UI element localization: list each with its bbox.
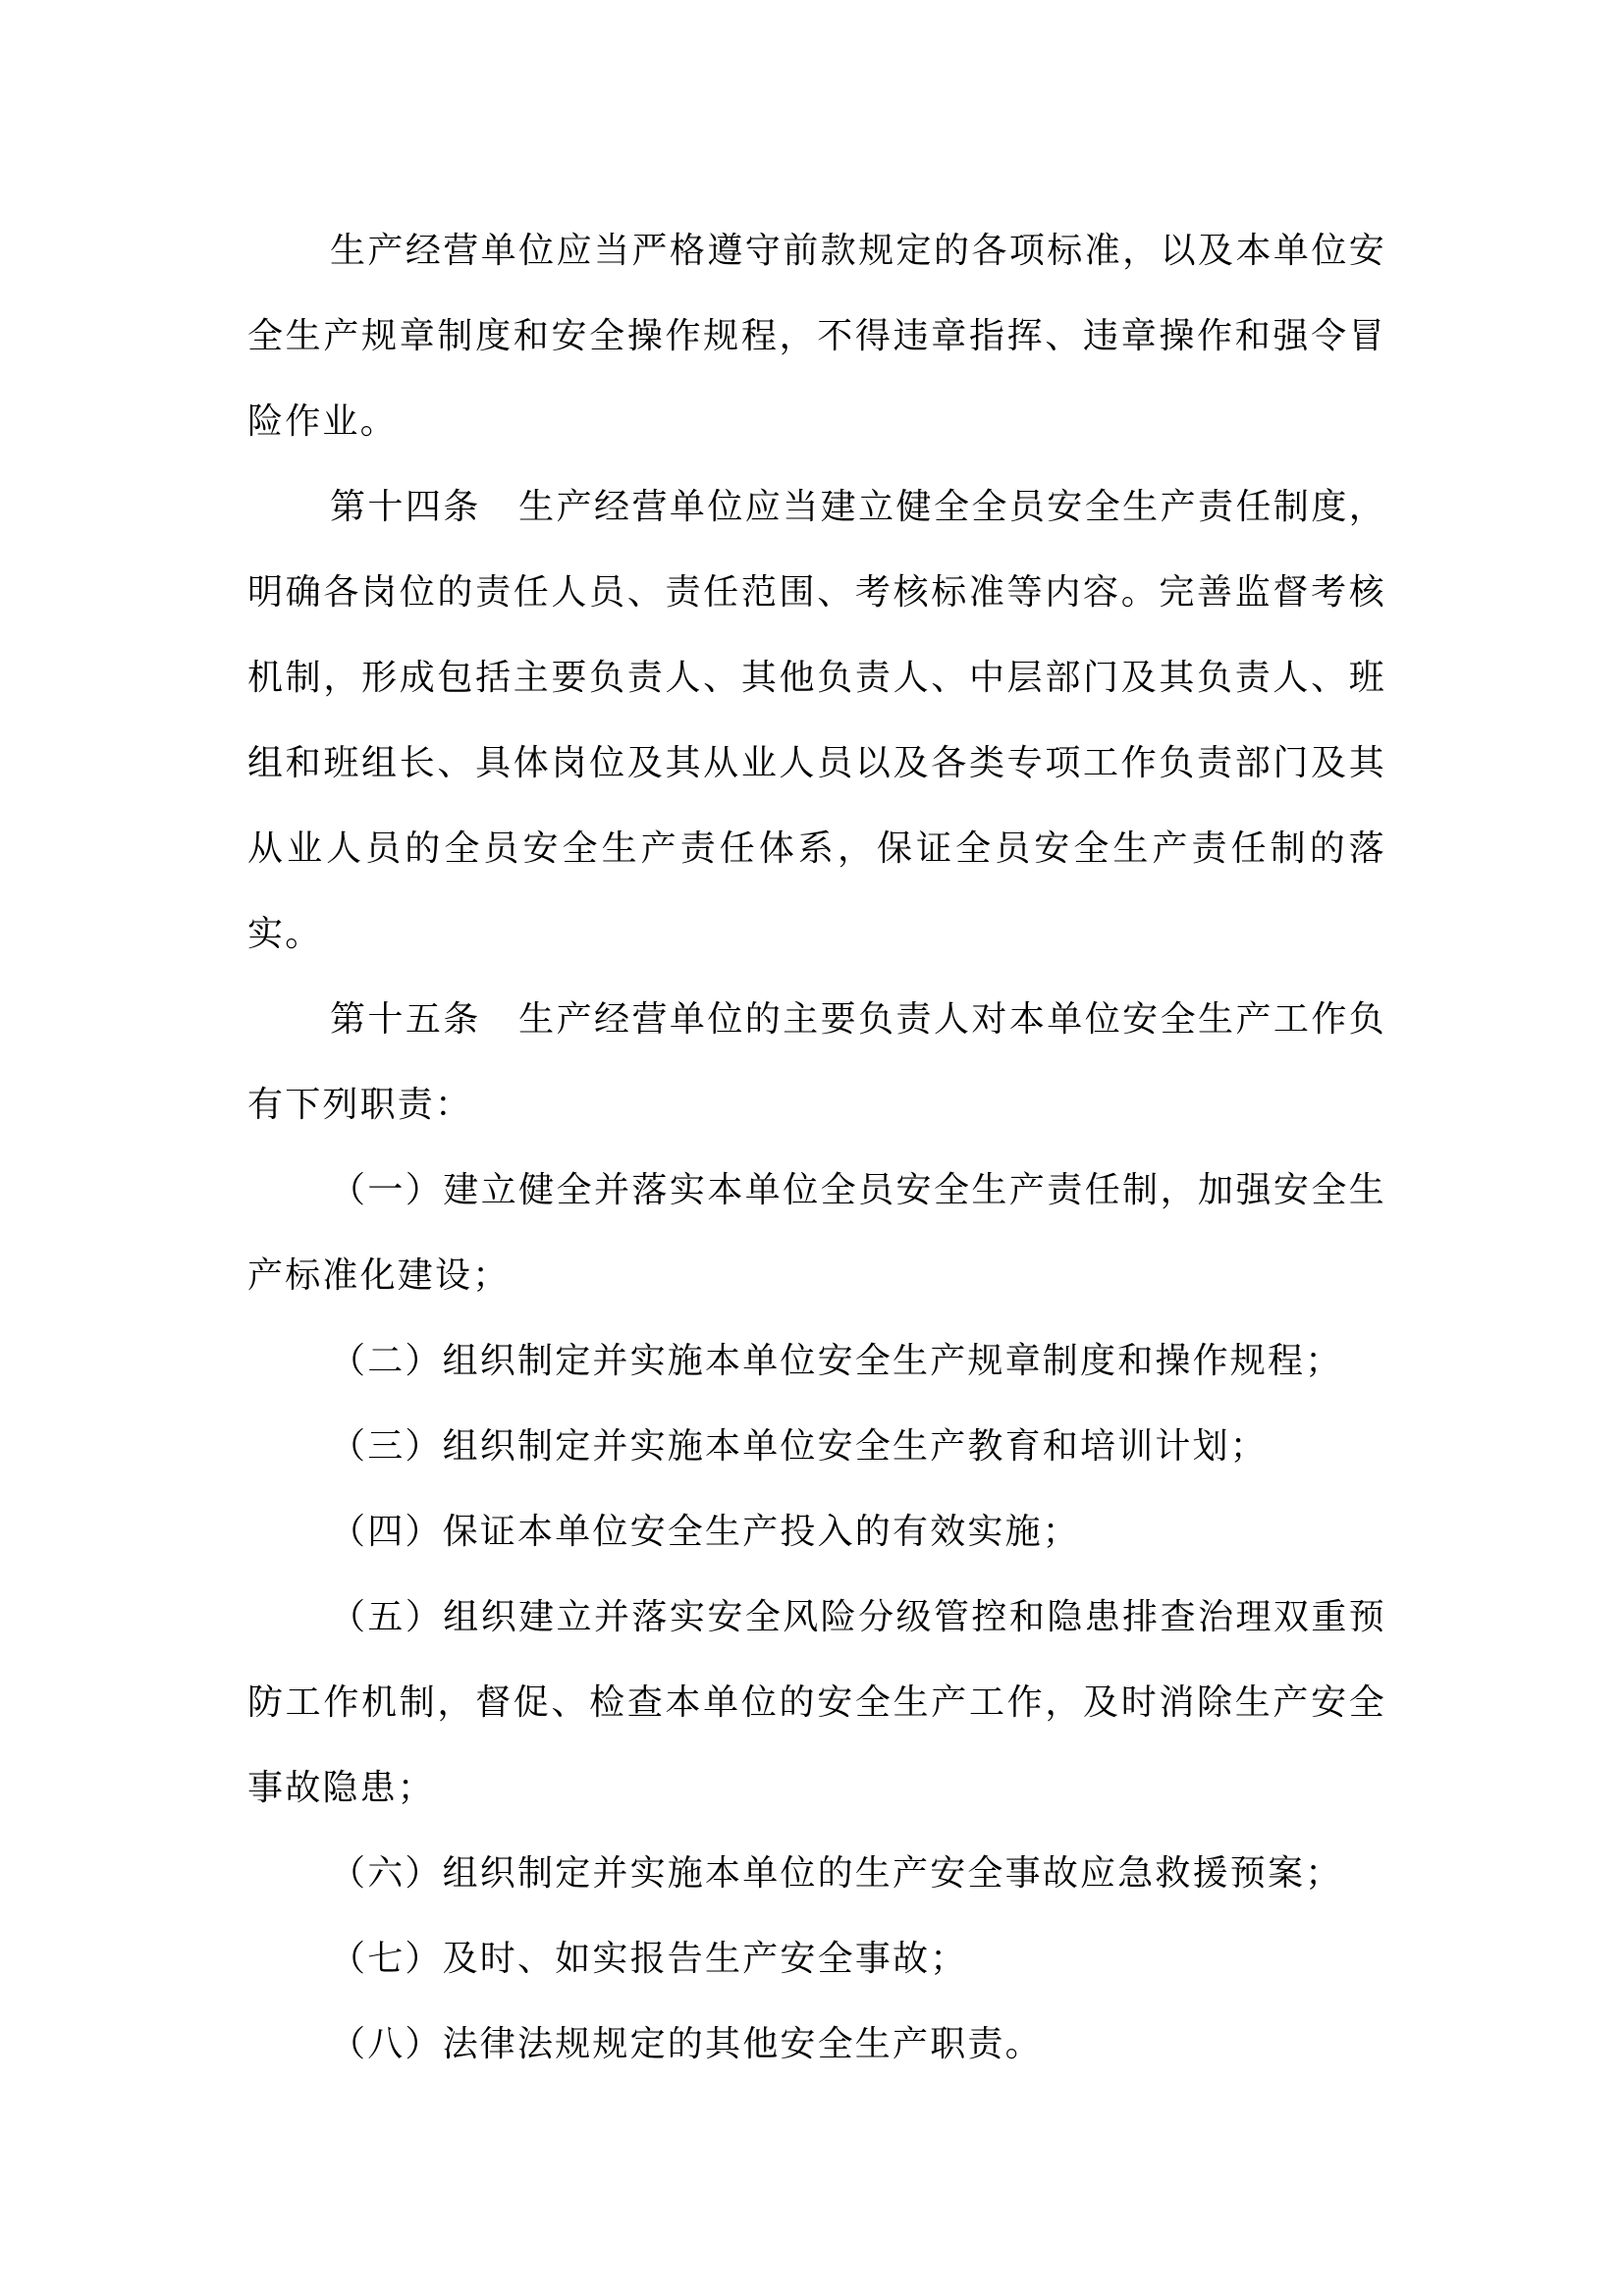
paragraph-article-15: 第十五条 生产经营单位的主要负责人对本单位安全生产工作负有下列职责： xyxy=(247,999,1386,1125)
list-item-8: （八）法律法规规定的其他安全生产职责。 xyxy=(330,2024,1043,2064)
paragraph-compliance: 生产经营单位应当严格遵守前款规定的各项标准，以及本单位安全生产规章制度和安全操作规程，不得违章指挥、违章操作和强令冒险作业。 xyxy=(247,231,1386,442)
list-item-5: （五）组织建立并落实安全风险分级管控和隐患排查治理双重预防工作机制，督促、检查本单位的安全生产工作，及时消除生产安全事故隐患； xyxy=(247,1597,1386,1808)
document-body xyxy=(247,208,1386,2087)
list-item-6: （六）组织制定并实施本单位的生产安全事故应急救援预案； xyxy=(330,1853,1343,1894)
paragraph-article-14: 第十四条 生产经营单位应当建立健全全员安全生产责任制度，明确各岗位的责任人员、责任范围、考核标准等内容。完善监督考核机制，形成包括主要负责人、其他负责人、中层部门及其负责人、班组和班组长、具体岗位及其从业人员以及各类专项工作负责部门及其从业人员的全员安全生产责任体系，保证全员安全生产责任制的落实。 xyxy=(247,487,1386,954)
list-item-4: （四）保证本单位安全生产投入的有效实施； xyxy=(330,1512,1081,1552)
list-item-1: （一）建立健全并落实本单位全员安全生产责任制，加强安全生产标准化建设； xyxy=(247,1170,1386,1296)
list-item-2: （二）组织制定并实施本单位安全生产规章制度和操作规程； xyxy=(330,1341,1343,1381)
list-item-7: （七）及时、如实报告生产安全事故； xyxy=(330,1939,968,1979)
list-item-3: （三）组织制定并实施本单位安全生产教育和培训计划； xyxy=(330,1426,1269,1467)
